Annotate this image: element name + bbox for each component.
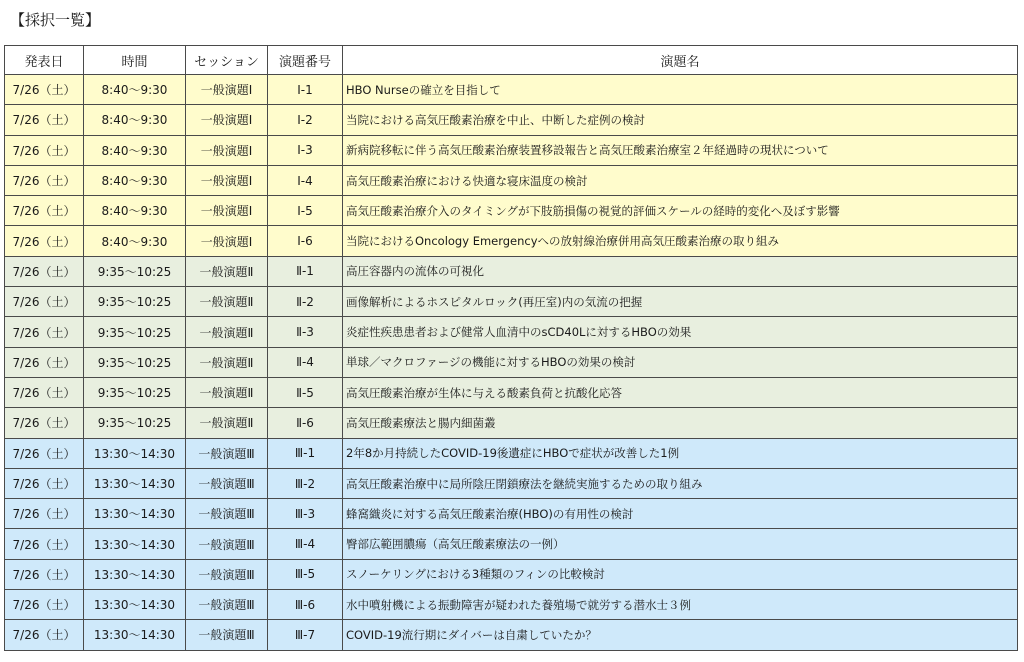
- cell-session: 一般演題Ⅲ: [186, 620, 268, 650]
- cell-session: 一般演題Ⅲ: [186, 468, 268, 498]
- table-row: [5, 196, 1018, 226]
- cell-session: 一般演題Ⅲ: [186, 499, 268, 529]
- cell-date: 7/26（土）: [5, 75, 84, 105]
- cell-number: Ⅰ-5: [268, 196, 343, 226]
- cell-title: 高気圧酸素治療中に局所陰圧閉鎖療法を継続実施するための取り組み: [343, 468, 1018, 498]
- table-row: [5, 165, 1018, 195]
- header-title: 演題名: [343, 46, 1018, 75]
- cell-number: Ⅱ-1: [268, 256, 343, 286]
- cell-date: 7/26（土）: [5, 347, 84, 377]
- cell-number: Ⅰ-1: [268, 75, 343, 105]
- cell-title: 蜂窩織炎に対する高気圧酸素治療(HBO)の有用性の検討: [343, 499, 1018, 529]
- cell-time: 8:40～9:30: [84, 165, 186, 195]
- cell-number: Ⅲ-5: [268, 559, 343, 589]
- cell-number: Ⅲ-1: [268, 438, 343, 468]
- header-time: 時間: [84, 46, 186, 75]
- cell-time: 13:30～14:30: [84, 438, 186, 468]
- cell-title: 当院における高気圧酸素治療を中止、中断した症例の検討: [343, 105, 1018, 135]
- cell-title: 単球／マクロファージの機能に対するHBOの効果の検討: [343, 347, 1018, 377]
- cell-number: Ⅱ-2: [268, 287, 343, 317]
- cell-session: 一般演題Ⅰ: [186, 196, 268, 226]
- header-date: 発表日: [5, 46, 84, 75]
- cell-number: Ⅱ-5: [268, 377, 343, 407]
- cell-date: 7/26（土）: [5, 287, 84, 317]
- cell-title: 高気圧酸素治療における快適な寝床温度の検討: [343, 165, 1018, 195]
- cell-time: 9:35～10:25: [84, 408, 186, 438]
- cell-session: 一般演題Ⅱ: [186, 317, 268, 347]
- cell-number: Ⅲ-7: [268, 620, 343, 650]
- cell-date: 7/26（土）: [5, 529, 84, 559]
- cell-date: 7/26（土）: [5, 105, 84, 135]
- cell-title: 高気圧酸素治療が生体に与える酸素負荷と抗酸化応答: [343, 377, 1018, 407]
- table-row: [5, 499, 1018, 529]
- table-row: [5, 317, 1018, 347]
- cell-time: 13:30～14:30: [84, 590, 186, 620]
- table-row: [5, 408, 1018, 438]
- cell-time: 8:40～9:30: [84, 105, 186, 135]
- cell-title: 高圧容器内の流体の可視化: [343, 256, 1018, 286]
- cell-number: Ⅲ-2: [268, 468, 343, 498]
- cell-number: Ⅱ-6: [268, 408, 343, 438]
- cell-session: 一般演題Ⅱ: [186, 377, 268, 407]
- cell-time: 13:30～14:30: [84, 499, 186, 529]
- cell-date: 7/26（土）: [5, 499, 84, 529]
- cell-session: 一般演題Ⅱ: [186, 347, 268, 377]
- cell-number: Ⅱ-4: [268, 347, 343, 377]
- cell-title: 高気圧酸素治療介入のタイミングが下肢筋損傷の視覚的評価スケールの経時的変化へ及ぼす影響: [343, 196, 1018, 226]
- cell-title: 臀部広範囲膿瘍（高気圧酸素療法の一例）: [343, 529, 1018, 559]
- cell-date: 7/26（土）: [5, 590, 84, 620]
- table-row: [5, 559, 1018, 589]
- table-row: [5, 226, 1018, 256]
- cell-date: 7/26（土）: [5, 196, 84, 226]
- cell-number: Ⅱ-3: [268, 317, 343, 347]
- cell-session: 一般演題Ⅰ: [186, 135, 268, 165]
- table-row: [5, 590, 1018, 620]
- table-row: [5, 105, 1018, 135]
- table-row: [5, 135, 1018, 165]
- table-row: [5, 529, 1018, 559]
- cell-title: 画像解析によるホスピタルロック(再圧室)内の気流の把握: [343, 287, 1018, 317]
- table-row: [5, 438, 1018, 468]
- cell-time: 9:35～10:25: [84, 256, 186, 286]
- cell-date: 7/26（土）: [5, 438, 84, 468]
- cell-session: 一般演題Ⅱ: [186, 256, 268, 286]
- cell-time: 9:35～10:25: [84, 377, 186, 407]
- cell-time: 8:40～9:30: [84, 226, 186, 256]
- cell-session: 一般演題Ⅱ: [186, 287, 268, 317]
- cell-title: 当院におけるOncology Emergencyへの放射線治療併用高気圧酸素治療の取り組み: [343, 226, 1018, 256]
- cell-session: 一般演題Ⅰ: [186, 165, 268, 195]
- cell-title: 2年8か月持続したCOVID-19後遺症にHBOで症状が改善した1例: [343, 438, 1018, 468]
- cell-time: 13:30～14:30: [84, 529, 186, 559]
- cell-title: 高気圧酸素療法と腸内細菌叢: [343, 408, 1018, 438]
- table-row: [5, 620, 1018, 650]
- table-row: [5, 468, 1018, 498]
- cell-session: 一般演題Ⅰ: [186, 226, 268, 256]
- cell-number: Ⅰ-3: [268, 135, 343, 165]
- cell-time: 8:40～9:30: [84, 135, 186, 165]
- cell-title: COVID-19流行期にダイバーは自粛していたか？: [343, 620, 1018, 650]
- cell-number: Ⅲ-4: [268, 529, 343, 559]
- cell-session: 一般演題Ⅲ: [186, 559, 268, 589]
- cell-time: 9:35～10:25: [84, 287, 186, 317]
- cell-session: 一般演題Ⅲ: [186, 438, 268, 468]
- cell-time: 9:35～10:25: [84, 347, 186, 377]
- cell-time: 9:35～10:25: [84, 317, 186, 347]
- cell-date: 7/26（土）: [5, 620, 84, 650]
- cell-session: 一般演題Ⅱ: [186, 408, 268, 438]
- cell-number: Ⅰ-2: [268, 105, 343, 135]
- cell-time: 8:40～9:30: [84, 75, 186, 105]
- cell-date: 7/26（土）: [5, 559, 84, 589]
- cell-time: 13:30～14:30: [84, 468, 186, 498]
- accepted-abstracts-table: [4, 45, 1018, 651]
- cell-session: 一般演題Ⅰ: [186, 75, 268, 105]
- cell-time: 13:30～14:30: [84, 559, 186, 589]
- table-row: [5, 347, 1018, 377]
- cell-title: スノーケリングにおける3種類のフィンの比較検討: [343, 559, 1018, 589]
- cell-title: HBO Nurseの確立を目指して: [343, 75, 1018, 105]
- header-number: 演題番号: [268, 46, 343, 75]
- cell-date: 7/26（土）: [5, 317, 84, 347]
- cell-session: 一般演題Ⅰ: [186, 105, 268, 135]
- cell-session: 一般演題Ⅲ: [186, 529, 268, 559]
- cell-date: 7/26（土）: [5, 408, 84, 438]
- cell-date: 7/26（土）: [5, 135, 84, 165]
- page-title: 【採択一覧】: [10, 11, 101, 29]
- cell-date: 7/26（土）: [5, 165, 84, 195]
- cell-title: 新病院移転に伴う高気圧酸素治療装置移設報告と高気圧酸素治療室２年経過時の現状について: [343, 135, 1018, 165]
- cell-number: Ⅲ-3: [268, 499, 343, 529]
- cell-date: 7/26（土）: [5, 468, 84, 498]
- table-row: [5, 287, 1018, 317]
- cell-number: Ⅲ-6: [268, 590, 343, 620]
- cell-time: 13:30～14:30: [84, 620, 186, 650]
- cell-time: 8:40～9:30: [84, 196, 186, 226]
- table-header-row: [5, 46, 1018, 75]
- cell-title: 水中噴射機による振動障害が疑われた養殖場で就労する潜水士３例: [343, 590, 1018, 620]
- table-row: [5, 377, 1018, 407]
- table-row: [5, 75, 1018, 105]
- table-row: [5, 256, 1018, 286]
- header-session: セッション: [186, 46, 268, 75]
- cell-number: Ⅰ-6: [268, 226, 343, 256]
- cell-date: 7/26（土）: [5, 256, 84, 286]
- cell-session: 一般演題Ⅲ: [186, 590, 268, 620]
- cell-title: 炎症性疾患患者および健常人血清中のsCD40Lに対するHBOの効果: [343, 317, 1018, 347]
- cell-number: Ⅰ-4: [268, 165, 343, 195]
- cell-date: 7/26（土）: [5, 226, 84, 256]
- cell-date: 7/26（土）: [5, 377, 84, 407]
